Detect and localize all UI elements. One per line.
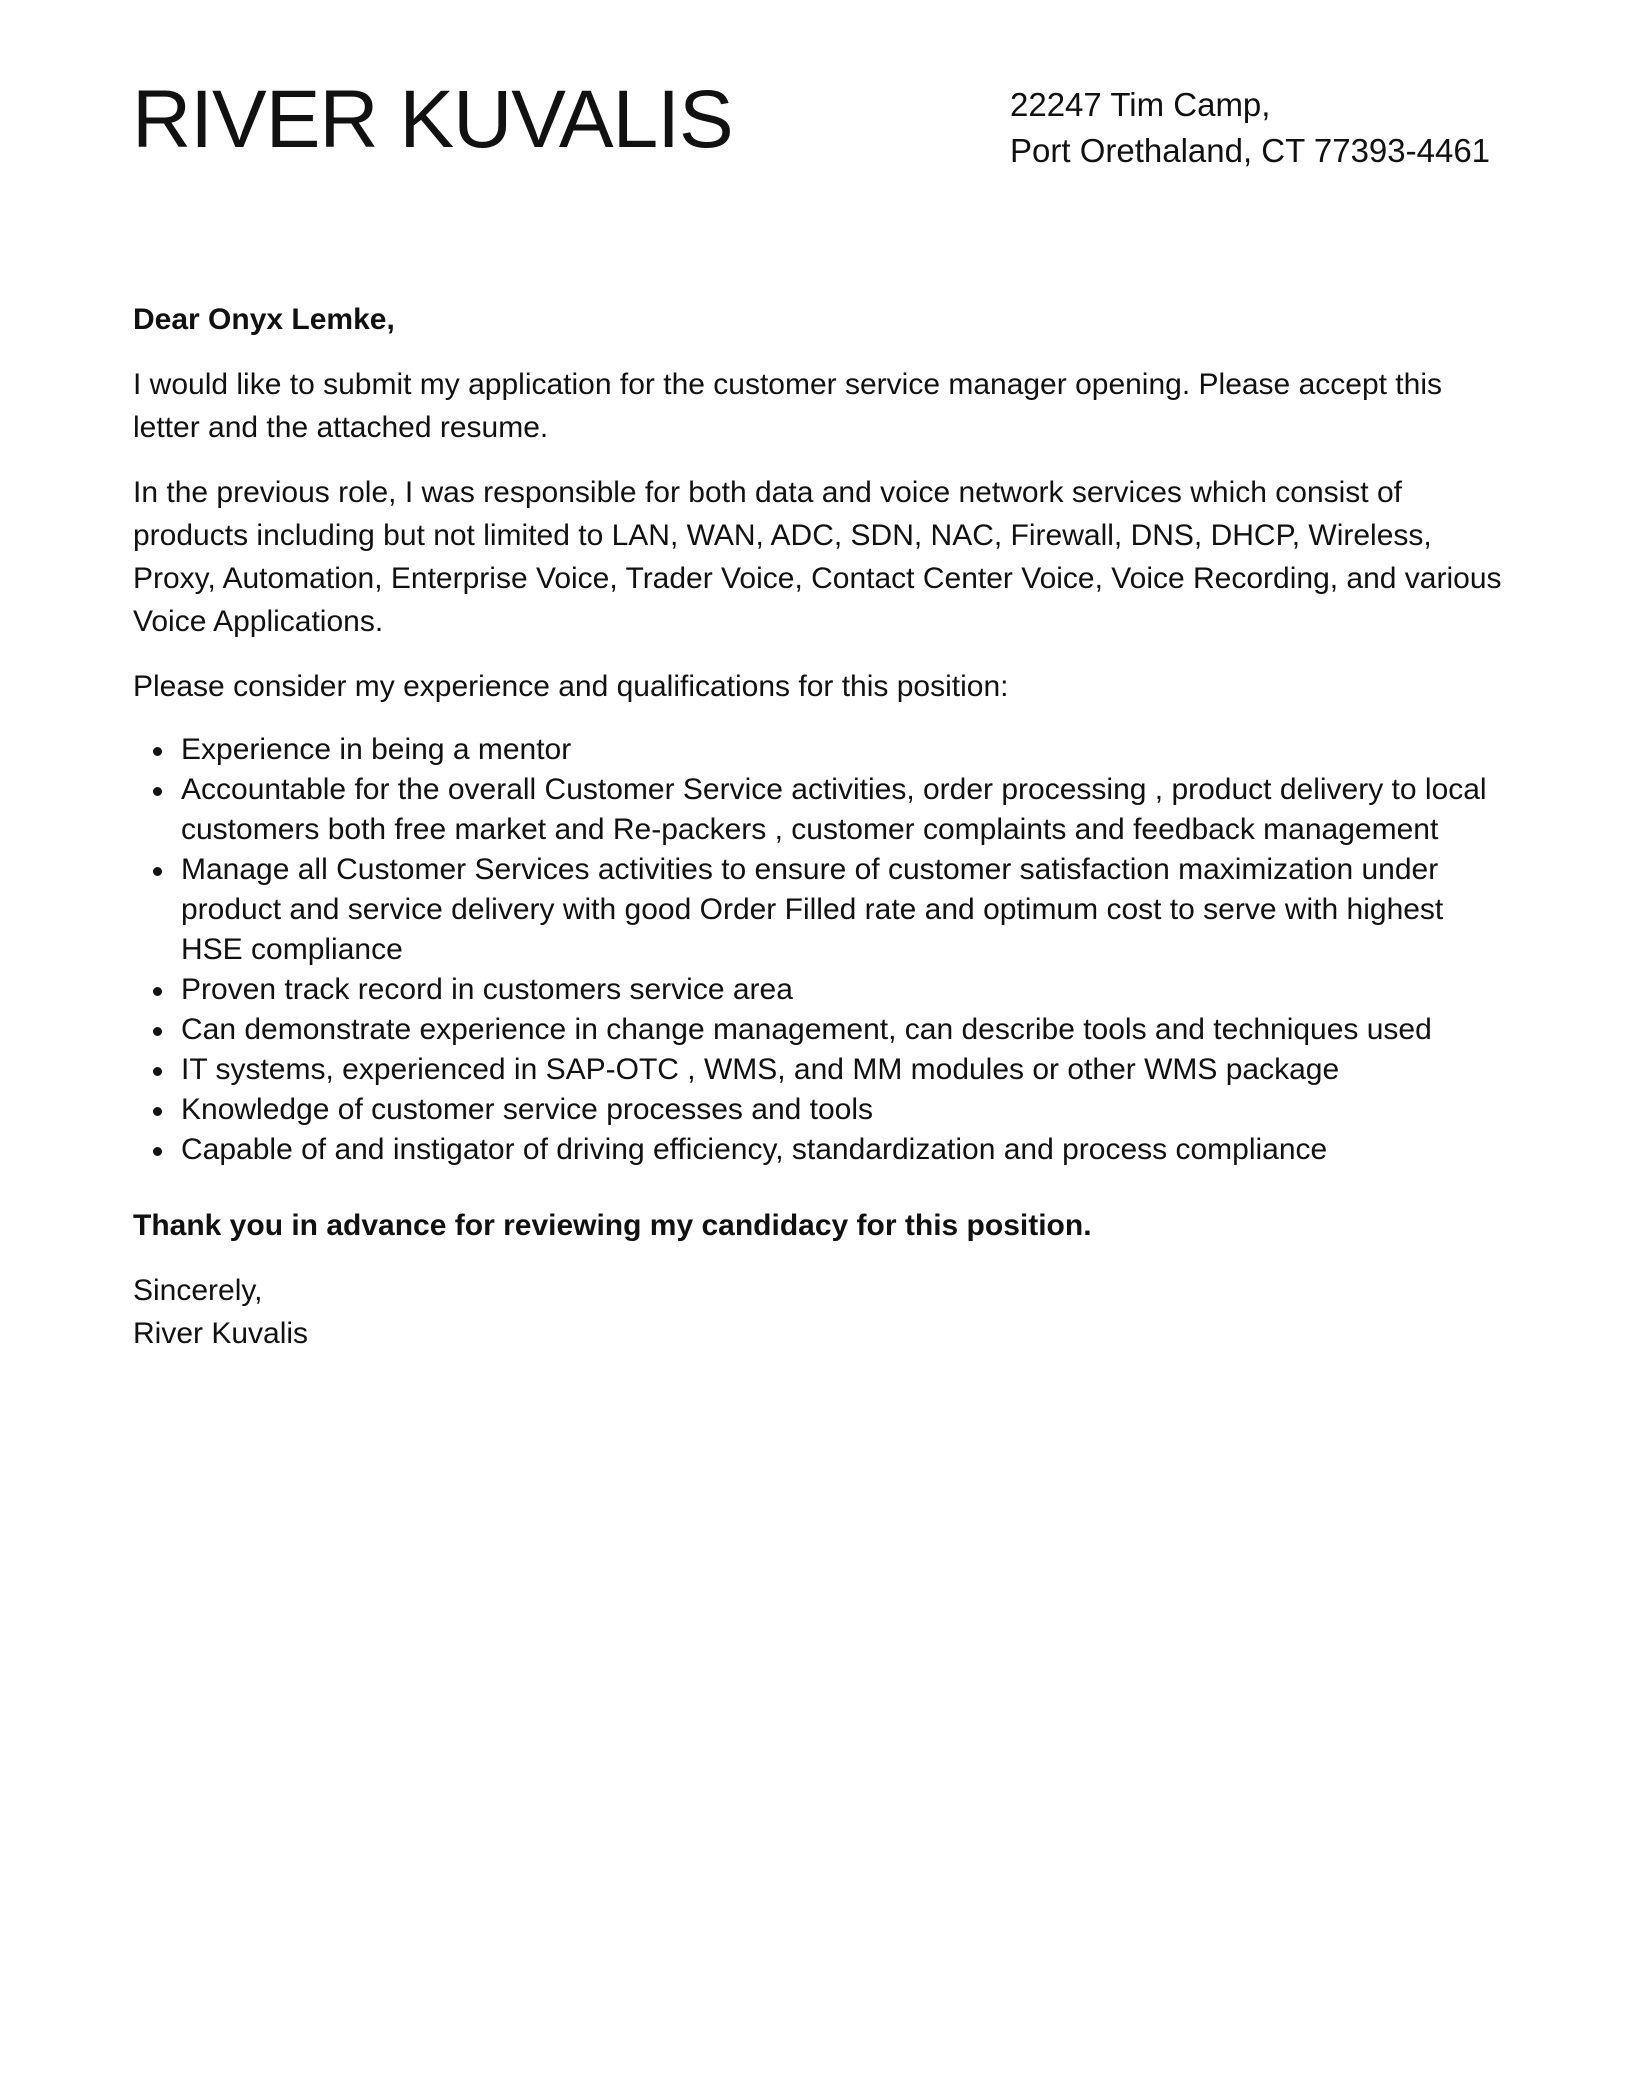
bullet-icon — [153, 987, 162, 996]
bullet-icon — [153, 1067, 162, 1076]
qualifications-intro: Please consider my experience and qualifications for this position: — [133, 670, 1009, 703]
signature-name: River Kuvalis — [133, 1317, 309, 1350]
list-item — [133, 1090, 1503, 1130]
list-item-text: Proven track record in customers service area — [181, 973, 793, 1006]
signoff — [133, 1269, 1503, 1355]
qualifications-list — [133, 730, 1503, 1170]
bullet-icon — [153, 1147, 162, 1156]
address-line-2: Port Orethaland, CT 77393-4461 — [1010, 132, 1491, 169]
list-item-text: Knowledge of customer service processes and tools — [181, 1093, 874, 1126]
intro-paragraph: I would like to submit my application for the customer service manager opening. Please accept this letter and the attached resume. — [133, 368, 1442, 444]
list-item-text: Accountable for the overall Customer Service activities, order processing , product delivery to local customers both free market and Re-packers , customer complaints and feedback management — [181, 773, 1487, 846]
bullet-icon — [153, 1027, 162, 1036]
bullet-icon — [153, 747, 162, 756]
list-item — [133, 850, 1503, 970]
list-item — [133, 730, 1503, 770]
list-item-text: Capable of and instigator of driving efficiency, standardization and process compliance — [181, 1133, 1328, 1166]
thanks-line: Thank you in advance for reviewing my candidacy for this position. — [133, 1209, 1092, 1242]
list-item — [133, 1050, 1503, 1090]
list-item-text: Manage all Customer Services activities to ensure of customer satisfaction maximization under product and service delivery with good Order Filled rate and optimum cost to serve with highest HSE compliance — [181, 853, 1444, 966]
bullet-icon — [153, 1107, 162, 1116]
address-line-1: 22247 Tim Camp, — [1010, 86, 1271, 123]
bullet-icon — [153, 867, 162, 876]
letter-body — [133, 298, 1503, 1355]
list-item-text: Experience in being a mentor — [181, 733, 572, 766]
list-item-text: IT systems, experienced in SAP-OTC , WMS, and MM modules or other WMS package — [181, 1053, 1340, 1086]
experience-paragraph: In the previous role, I was responsible for both data and voice network services which consist of products including but not limited to LAN, WAN, ADC, SDN, NAC, Firewall, DNS, DHCP, Wireless, Proxy, Automation, Enterprise Voice, Trader Voice, Contact Center Voice, Voice Recording, and various Voice Applications. — [133, 476, 1502, 638]
closing-word: Sincerely, — [133, 1274, 263, 1307]
salutation: Dear Onyx Lemke, — [133, 303, 395, 336]
applicant-name: RIVER KUVALIS — [132, 74, 733, 165]
list-item — [133, 1130, 1503, 1170]
applicant-address — [1010, 82, 1490, 174]
list-item — [133, 770, 1503, 850]
list-item-text: Can demonstrate experience in change management, can describe tools and techniques used — [181, 1013, 1432, 1046]
list-item — [133, 1010, 1503, 1050]
list-item — [133, 970, 1503, 1010]
bullet-icon — [153, 787, 162, 796]
